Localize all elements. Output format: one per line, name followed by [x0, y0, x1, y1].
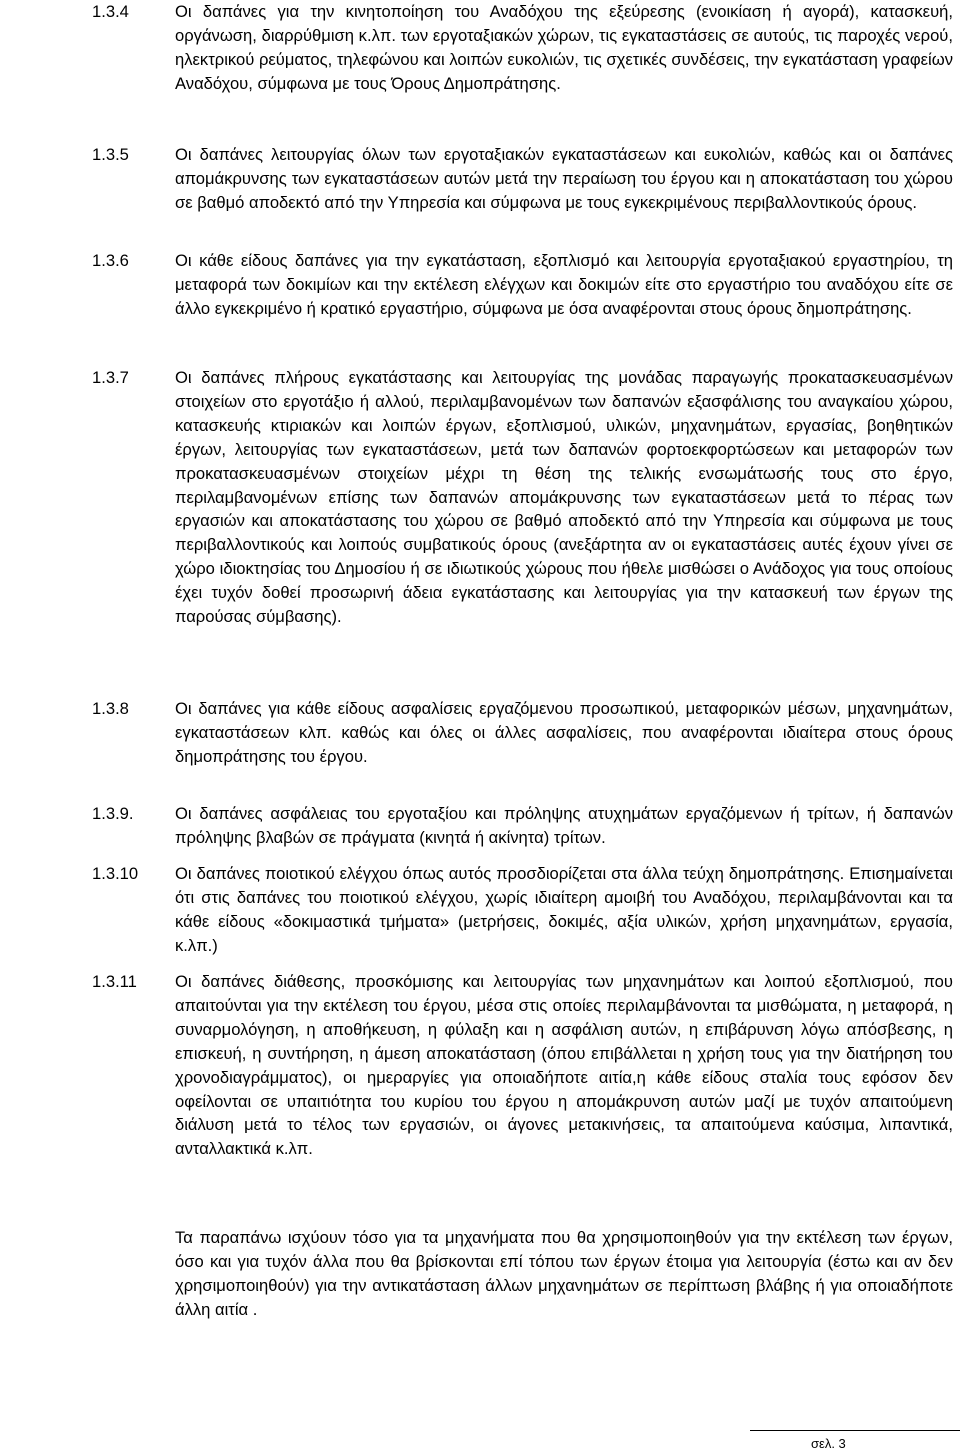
item-number: 1.3.5: [92, 145, 129, 164]
item-number: 1.3.10: [92, 864, 139, 883]
item-text: Οι δαπάνες ποιοτικού ελέγχου όπως αυτός προσδιορίζεται στα άλλα τεύχη δημοπράτησης. Επισημαίνεται ότι στις δαπάνες του ποιοτικού ελέγχου, χωρίς ιδιαίτερη αμοιβή του Αναδόχου, περιλαμβάνονται και τα κάθε είδους «δοκιμαστικά τμήματα» (μετρήσεις, δοκιμές, αξία υλικών, χρήση μηχανημάτων, εργασία, κ.λπ.): [175, 864, 953, 955]
item-text: Οι δαπάνες για κάθε είδους ασφαλίσεις εργαζόμενου προσωπικού, μεταφορικών μέσων, μηχανημάτων, εγκαταστάσεων κλπ. καθώς και όλες οι άλλες ασφαλίσεις, που αναφέρονται ιδιαίτερα στους όρους δημοπράτησης του έργου.: [175, 699, 953, 766]
item-number: 1.3.4: [92, 2, 129, 21]
footer-divider: [750, 1430, 960, 1431]
item-text: Οι δαπάνες ασφάλειας του εργοταξίου και πρόληψης ατυχημάτων εργαζόμενων ή τρίτων, ή δαπανών πρόληψης βλαβών σε πράγματα (κινητά ή ακίνητα) τρίτων.: [175, 804, 953, 847]
item-text: Οι δαπάνες διάθεσης, προσκόμισης και λειτουργίας των μηχανημάτων και λοιπού εξοπλισμού, που απαιτούνται για την εκτέλεση του έργου, μέσα στις οποίες περιλαμβάνονται τα μισθώματα, η μεταφορά, η συναρμολόγηση, η αποθήκευση, η φύλαξη και η ασφάλιση αυτών, η επιβάρυνση λόγω απόσβεσης, η επισκευή, η συντήρηση, η άμεση αποκατάσταση (όπου επιβάλλεται η χρήση τους για την διατήρηση του χρονοδιαγράμματος), οι ημεραργίες για οποιαδήποτε αιτία,η κάθε είδους σταλία τους εφόσον δεν οφείλονται σε υπαιτιότητα του κυρίου του έργου η απομάκρυνση αυτών μαζί με τυχόν απαιτούμενη διάλυση μετά το τέλος των εργασιών, οι άγονες μετακινήσεις, τα απαιτούμενα καύσιμα, λιπαντικά, ανταλλακτικά κ.λπ.: [175, 972, 953, 1159]
page-number: σελ. 3: [811, 1436, 846, 1451]
item-text: Οι δαπάνες πλήρους εγκατάστασης και λειτουργίας της μονάδας παραγωγής προκατασκευασμένων στοιχείων στο εργοτάξιο ή αλλού, περιλαμβανομένων των δαπανών εξασφάλισης του αναγκαίου χώρου, κατασκευής κτιριακών και λοιπών έργων, εξοπλισμού, υλικών, μηχανημάτων, εργασίας, βοηθητικών έργων, λειτουργίας των εγκαταστάσεων, μετά των δαπανών φορτοεκφορτώσεων και μεταφορών των προκατασκευασμένων στοιχείων μέχρι τη θέση της τελικής ενσωμάτωσής τους στο έργο, περιλαμβανομένων επίσης των δαπανών απομάκρυνσης των εγκαταστάσεων μετά το πέρας των εργασιών και αποκατάστασης του χώρου σε βαθμό αποδεκτό από την Υπηρεσία και σύμφωνα με τους περιβαλλοντικούς και λοιπούς συμβατικούς όρους (ανεξάρτητα αν οι εγκαταστάσεις αυτές έχουν γίνει σε χώρο ιδιοκτησίας του Δημοσίου ή σε ιδιωτικούς χώρους που ήθελε μισθώσει ο Ανάδοχος για τους οποίους έχει τυχόν δοθεί προσωρινή άδεια εγκατάστασης και λειτουργίας για την κατασκευή των έργων της παρούσας σύμβασης).: [175, 368, 953, 627]
item-number: 1.3.6: [92, 251, 129, 270]
item-text: Οι κάθε είδους δαπάνες για την εγκατάσταση, εξοπλισμό και λειτουργία εργοταξιακού εργαστηρίου, τη μεταφορά των δοκιμίων και την εκτέλεση ελέγχων και δοκιμών είτε στο εργαστήριο του αναδόχου είτε σε άλλο εγκεκριμένο ή κρατικό εργαστήριο, σύμφωνα με όσα αναφέρονται στους όρους δημοπράτησης.: [175, 251, 953, 318]
item-text: Οι δαπάνες λειτουργίας όλων των εργοταξιακών εγκαταστάσεων και ευκολιών, καθώς και οι δαπάνες απομάκρυνσης των εγκαταστάσεων αυτών μετά την περαίωση του έργου και η αποκατάσταση του χώρου σε βαθμό αποδεκτό από την Υπηρεσία και σύμφωνα με τους εγκεκριμένους περιβαλλοντικούς όρους.: [175, 145, 953, 212]
item-number: 1.3.8: [92, 699, 129, 718]
item-number: 1.3.7: [92, 368, 129, 387]
item-number: 1.3.11: [92, 972, 137, 991]
closing-paragraph: Τα παραπάνω ισχύουν τόσο για τα μηχανήματα που θα χρησιμοποιηθούν για την εκτέλεση των έργων, όσο και για τυχόν άλλα που θα βρίσκονται επί τόπου των έργων έτοιμα για λειτουργία (έστω και αν δεν χρησιμοποιηθούν) για την αντικατάσταση άλλων μηχανημάτων σε περίπτωση βλάβης ή για οποιαδήποτε άλλη αιτία .: [175, 1228, 953, 1319]
item-text: Οι δαπάνες για την κινητοποίηση του Αναδόχου της εξεύρεσης (ενοικίαση ή αγορά), κατασκευή, οργάνωση, διαρρύθμιση κ.λπ. των εργοταξιακών χώρων, τις εγκαταστάσεις σε αυτούς, τις παροχές νερού, ηλεκτρικού ρεύματος, τηλεφώνου και λοιπών ευκολιών, τις σχετικές συνδέσεις, την εγκατάσταση γραφείων Αναδόχου, σύμφωνα με τους Όρους Δημοπράτησης.: [175, 2, 953, 93]
item-number: 1.3.9.: [92, 804, 134, 823]
